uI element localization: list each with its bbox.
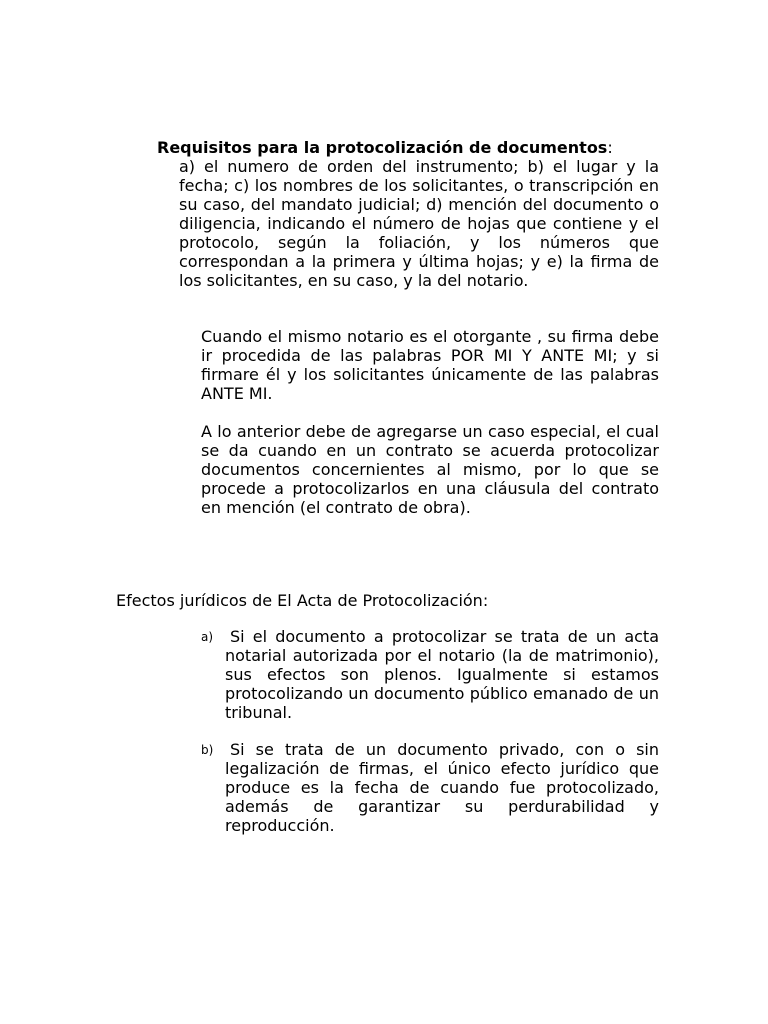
list-item-text: Si el documento a protocolizar se trata de un acta notarial autorizada por el notario (la de matrimonio), sus efectos son plenos. Igualmente si estamos protocolizando un documento público emanado de un tribunal. xyxy=(225,627,659,722)
list-item xyxy=(201,627,659,722)
list-item xyxy=(201,740,659,835)
requisitos-section xyxy=(157,138,659,290)
requisitos-body: a) el numero de orden del instrumento; b) el lugar y la fecha; c) los nombres de los solicitantes, o transcripción en su caso, del mandato judicial; d) mención del documento o diligencia, indicando el número de hojas que contiene y el protocolo, según la foliación, y los números que correspondan a la primera y última hojas; y e) la firma de los solicitantes, en su caso, y la del notario. xyxy=(179,157,659,290)
list-marker: a) xyxy=(201,630,214,644)
requisitos-heading-text: Requisitos para la protocolización de documentos xyxy=(157,138,608,157)
requisitos-heading xyxy=(157,138,659,157)
list-marker: b) xyxy=(201,743,214,757)
paragraph-notario-otorgante: Cuando el mismo notario es el otorgante , su firma debe ir procedida de las palabras POR MI Y ANTE MI; y si firmare él y los solicitantes únicamente de las palabras ANTE MI. xyxy=(201,327,659,403)
efectos-title: Efectos jurídicos de El Acta de Protocolización: xyxy=(116,591,489,610)
list-item-text: Si se trata de un documento privado, con o sin legalización de firmas, el único efecto jurídico que produce es la fecha de cuando fue protocolizado, además de garantizar su perdurabilidad y reproducción. xyxy=(225,740,659,835)
paragraph-caso-especial: A lo anterior debe de agregarse un caso especial, el cual se da cuando en un contrato se acuerda protocolizar documentos concernientes al mismo, por lo que se procede a protocolizarlos en una cláusula del contrato en mención (el contrato de obra). xyxy=(201,422,659,517)
requisitos-heading-colon: : xyxy=(607,138,613,157)
